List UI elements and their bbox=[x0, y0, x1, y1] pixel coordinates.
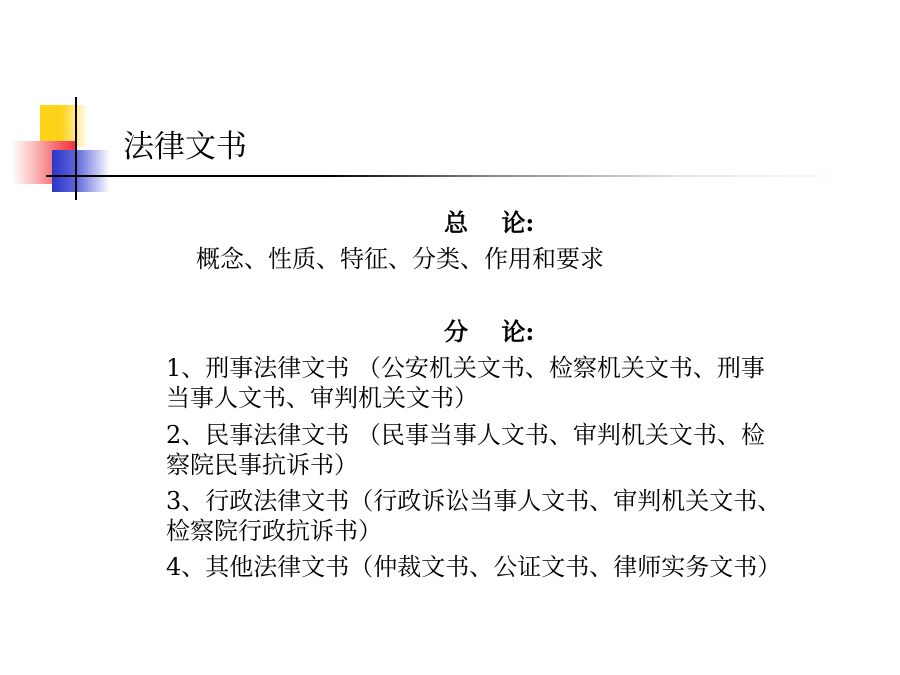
general-heading: 总 论: bbox=[444, 208, 535, 237]
general-content: 概念、性质、特征、分类、作用和要求 bbox=[196, 245, 604, 273]
slide-title: 法律文书 bbox=[123, 129, 247, 165]
vertical-rule bbox=[75, 97, 77, 200]
list-item-criminal-line1: 1、刑事法律文书 （公安机关文书、检察机关文书、刑事 bbox=[166, 354, 765, 382]
list-item-administrative-line1: 3、行政法律文书（行政诉讼当事人文书、审判机关文书、 bbox=[166, 487, 782, 515]
list-item-civil-line1: 2、民事法律文书 （民事当事人文书、审判机关文书、检 bbox=[166, 421, 765, 449]
title-underline bbox=[46, 175, 854, 177]
list-item-other: 4、其他法律文书（仲裁文书、公证文书、律师实务文书） bbox=[166, 553, 782, 581]
specific-heading: 分 论: bbox=[444, 317, 535, 346]
list-item-civil-line2: 察院民事抗诉书） bbox=[166, 451, 358, 479]
blue-square bbox=[52, 150, 110, 192]
list-item-administrative-line2: 检察院行政抗诉书） bbox=[166, 517, 382, 545]
list-item-criminal-line2: 当事人文书、审判机关文书） bbox=[166, 384, 478, 412]
